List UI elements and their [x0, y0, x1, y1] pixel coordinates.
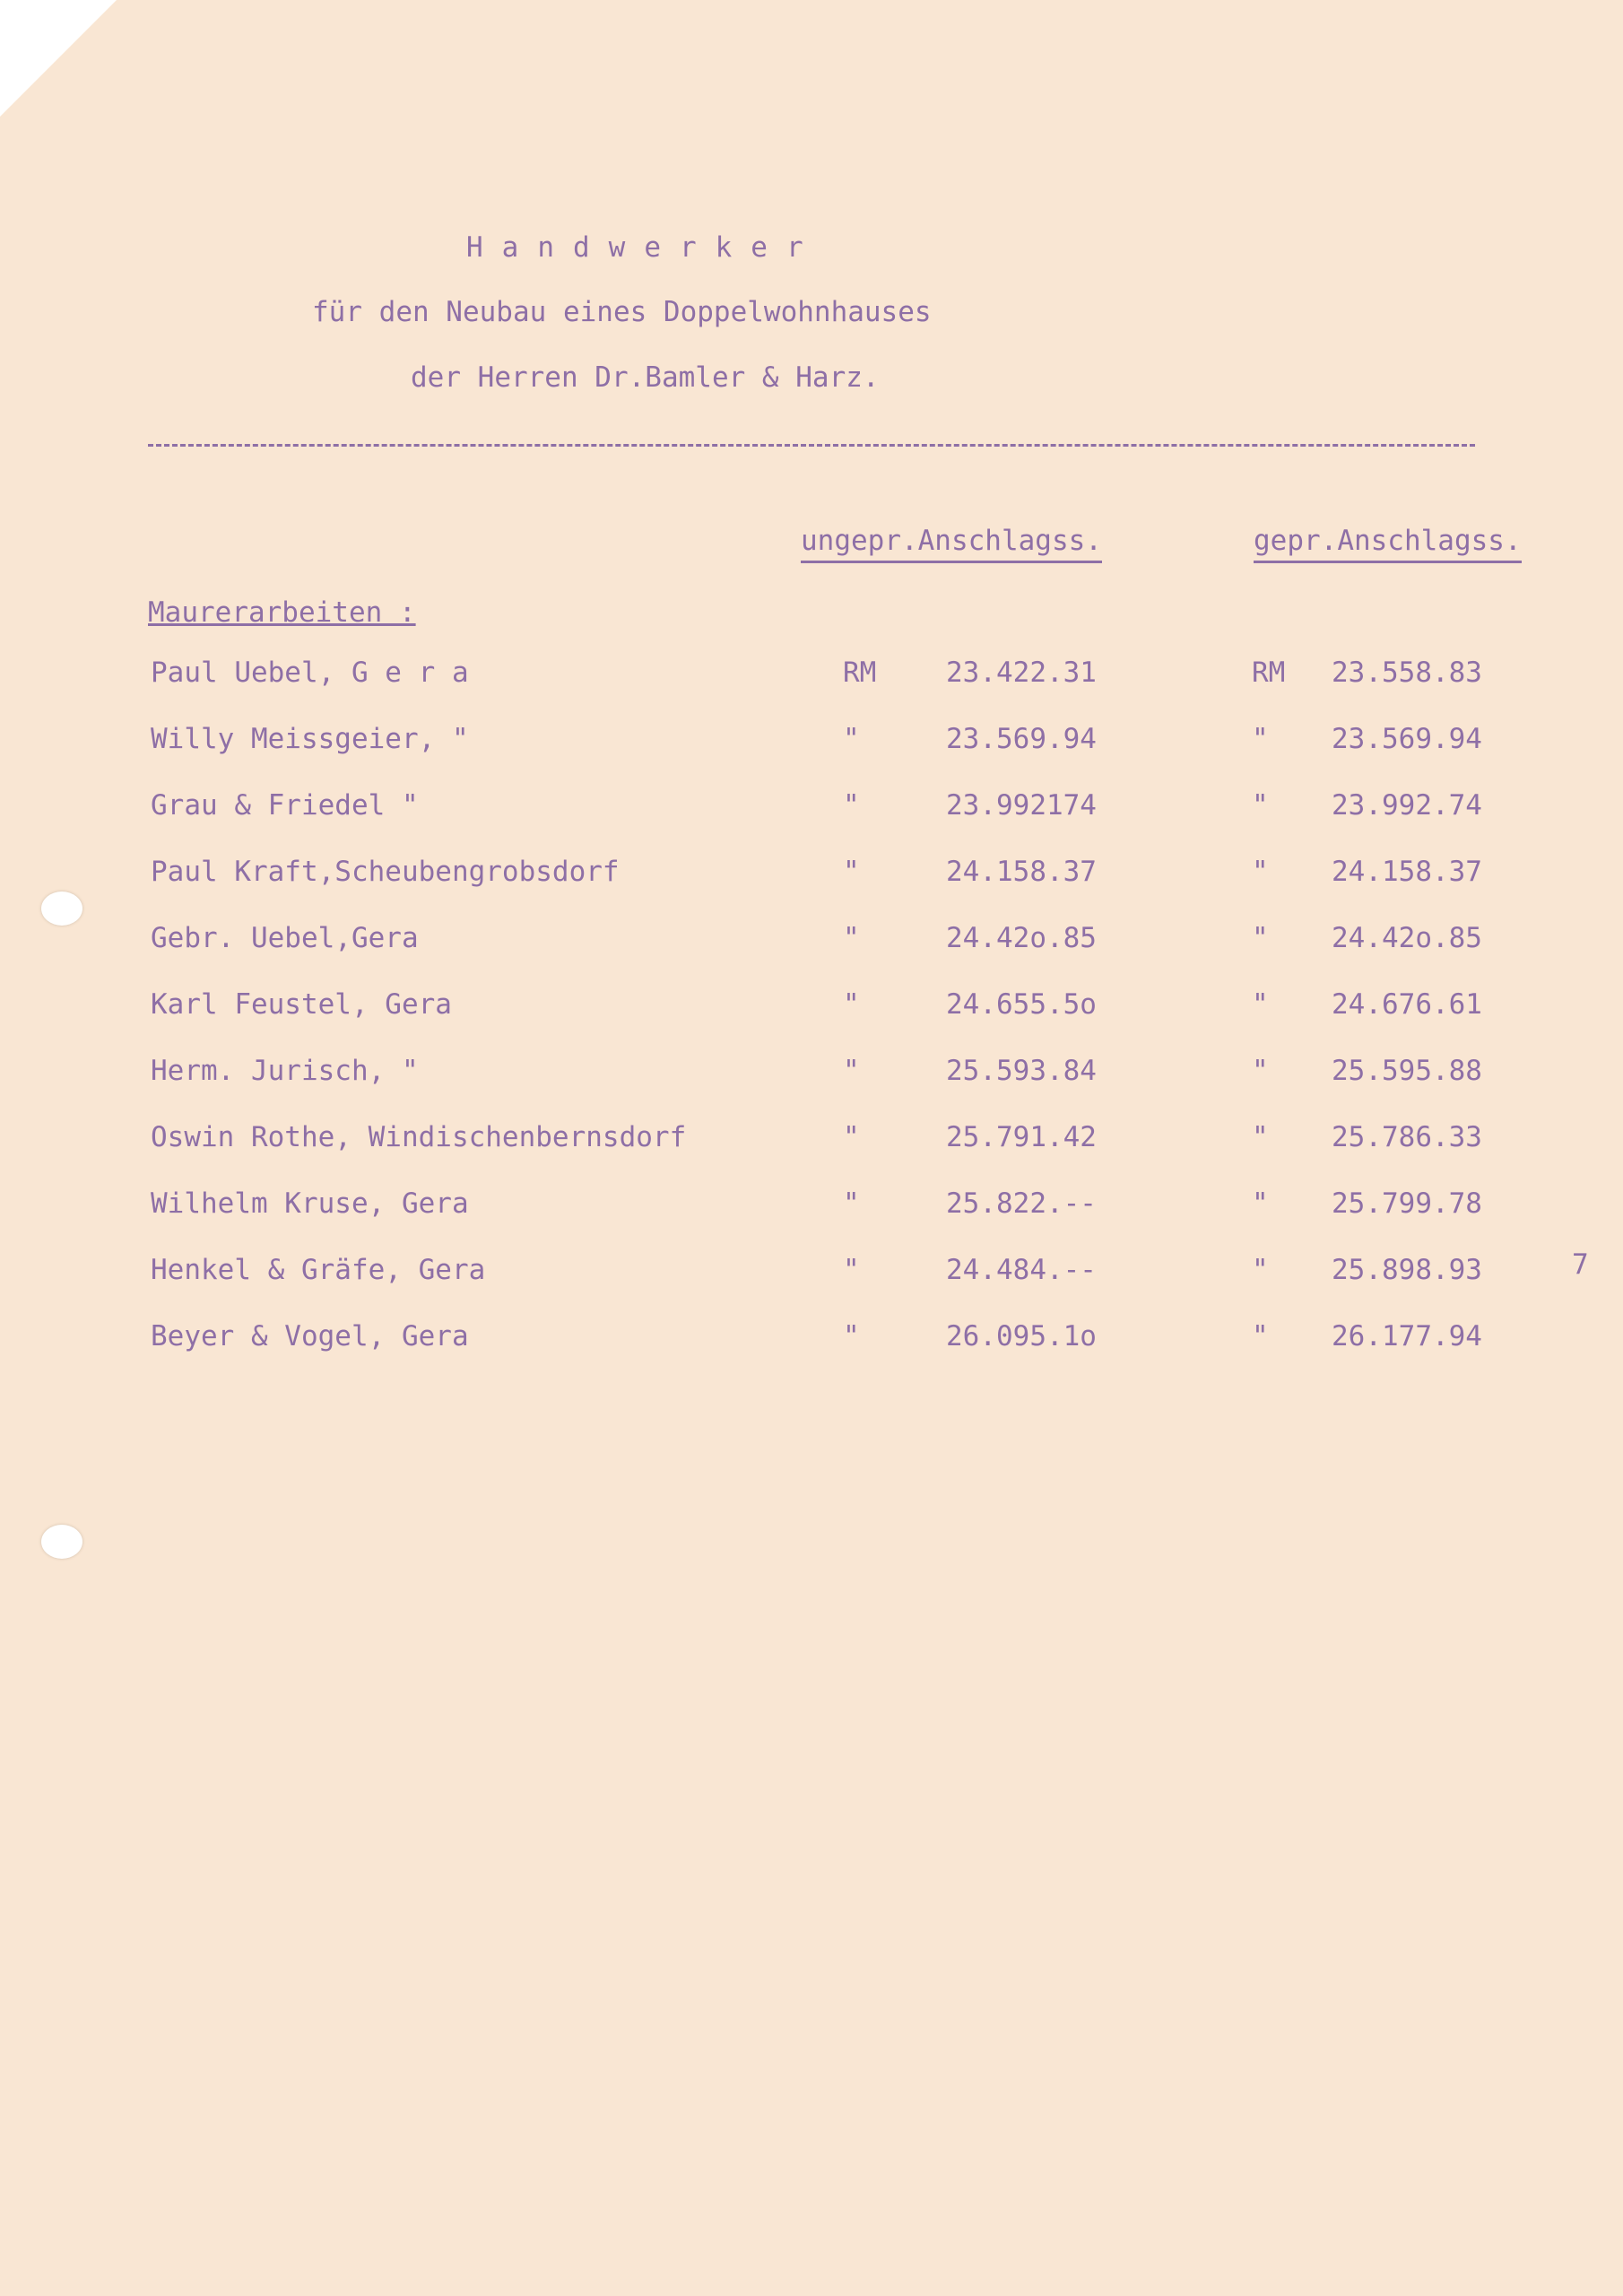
- currency-ungepr: ": [843, 723, 860, 755]
- table-row: [0, 1320, 1623, 1387]
- currency-gepr: ": [1252, 1320, 1269, 1352]
- table-row: [0, 1121, 1623, 1187]
- table-row: [0, 1187, 1623, 1254]
- amount-ungepr: 26.095.1o: [946, 1320, 1097, 1352]
- amount-gepr: 24.158.37: [1332, 856, 1482, 888]
- amount-gepr: 23.992.74: [1332, 789, 1482, 822]
- amount-ungepr: 24.484.--: [946, 1254, 1097, 1286]
- bidder-name: Grau & Friedel ": [151, 789, 419, 822]
- currency-gepr: ": [1252, 1121, 1269, 1153]
- currency-gepr: ": [1252, 856, 1269, 888]
- bid-table: [0, 657, 1623, 1387]
- amount-gepr: 25.898.93: [1332, 1254, 1482, 1286]
- amount-gepr: 25.799.78: [1332, 1187, 1482, 1220]
- amount-ungepr: 25.791.42: [946, 1121, 1097, 1153]
- bidder-name: Willy Meissgeier, ": [151, 723, 469, 755]
- amount-ungepr: 23.422.31: [946, 657, 1097, 689]
- table-row: [0, 1254, 1623, 1320]
- bidder-name: Paul Kraft,Scheubengrobsdorf: [151, 856, 620, 888]
- column-header-ungepr: ungepr.Anschlagss.: [801, 525, 1102, 563]
- amount-ungepr: 24.158.37: [946, 856, 1097, 888]
- punch-hole-bottom: [41, 1525, 82, 1559]
- currency-gepr: ": [1252, 922, 1269, 954]
- currency-gepr: ": [1252, 988, 1269, 1021]
- amount-ungepr: 24.655.5o: [946, 988, 1097, 1021]
- currency-gepr: ": [1252, 789, 1269, 822]
- amount-gepr: 24.42o.85: [1332, 922, 1482, 954]
- subtitle-line-2: der Herren Dr.Bamler & Harz.: [411, 361, 880, 394]
- currency-ungepr: RM: [843, 657, 877, 689]
- dashed-divider: [148, 444, 1475, 447]
- table-row: [0, 1055, 1623, 1121]
- currency-ungepr: ": [843, 1320, 860, 1352]
- currency-ungepr: ": [843, 1055, 860, 1087]
- table-row: [0, 856, 1623, 922]
- table-row: [0, 657, 1623, 723]
- bidder-name: Paul Uebel, G e r a: [151, 657, 469, 689]
- currency-ungepr: ": [843, 856, 860, 888]
- currency-ungepr: ": [843, 789, 860, 822]
- document-title: Handwerker: [466, 231, 822, 264]
- currency-gepr: ": [1252, 723, 1269, 755]
- amount-gepr: 26.177.94: [1332, 1320, 1482, 1352]
- bidder-name: Gebr. Uebel,Gera: [151, 922, 419, 954]
- margin-mark: 7: [1572, 1248, 1589, 1281]
- amount-gepr: 23.569.94: [1332, 723, 1482, 755]
- amount-ungepr: 25.593.84: [946, 1055, 1097, 1087]
- amount-ungepr: 24.42o.85: [946, 922, 1097, 954]
- bidder-name: Herm. Jurisch, ": [151, 1055, 419, 1087]
- bidder-name: Oswin Rothe, Windischenbernsdorf: [151, 1121, 687, 1153]
- amount-gepr: 24.676.61: [1332, 988, 1482, 1021]
- currency-gepr: ": [1252, 1187, 1269, 1220]
- amount-gepr: 25.595.88: [1332, 1055, 1482, 1087]
- amount-gepr: 25.786.33: [1332, 1121, 1482, 1153]
- currency-gepr: ": [1252, 1055, 1269, 1087]
- amount-ungepr: 25.822.--: [946, 1187, 1097, 1220]
- currency-ungepr: ": [843, 988, 860, 1021]
- bidder-name: Beyer & Vogel, Gera: [151, 1320, 469, 1352]
- subtitle-line-1: für den Neubau eines Doppelwohnhauses: [312, 296, 932, 328]
- currency-ungepr: ": [843, 1121, 860, 1153]
- amount-ungepr: 23.569.94: [946, 723, 1097, 755]
- currency-ungepr: ": [843, 1187, 860, 1220]
- currency-ungepr: ": [843, 1254, 860, 1286]
- table-row: [0, 789, 1623, 856]
- column-header-gepr: gepr.Anschlagss.: [1254, 525, 1522, 563]
- currency-gepr: ": [1252, 1254, 1269, 1286]
- currency-gepr: RM: [1252, 657, 1286, 689]
- amount-ungepr: 23.992174: [946, 789, 1097, 822]
- section-label: Maurerarbeiten :: [148, 596, 416, 629]
- folded-corner: [0, 0, 117, 117]
- table-row: [0, 723, 1623, 789]
- table-row: [0, 988, 1623, 1055]
- currency-ungepr: ": [843, 922, 860, 954]
- bidder-name: Karl Feustel, Gera: [151, 988, 452, 1021]
- amount-gepr: 23.558.83: [1332, 657, 1482, 689]
- table-row: [0, 922, 1623, 988]
- bidder-name: Henkel & Gräfe, Gera: [151, 1254, 486, 1286]
- bidder-name: Wilhelm Kruse, Gera: [151, 1187, 469, 1220]
